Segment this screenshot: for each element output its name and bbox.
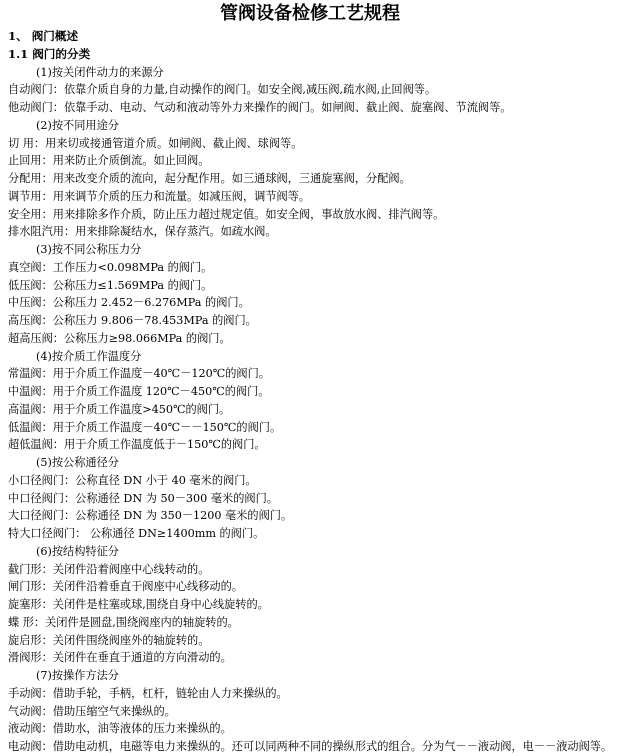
section-heading: 1.1 阀门的分类 bbox=[8, 46, 91, 61]
paragraph-line: 蝶 形：关闭件是圆盘,围绕阀座内的轴旋转的。 bbox=[8, 615, 239, 629]
paragraph-line: 他动阀门：依靠手动、电动、气动和液动等外力来操作的阀门。如闸阀、截止阀、旋塞阀、节流阀等。 bbox=[8, 101, 512, 114]
paragraph-line: 排水阻汽用：用来排除凝结水，保存蒸汽。如疏水阀。 bbox=[8, 225, 277, 239]
paragraph-line: 分配用：用来改变介质的流向，起分配作用。如三通球阀，三通旋塞阀，分配阀。 bbox=[8, 172, 411, 185]
paragraph-line: 切 用：用来切或接通管道介质。如闸阀、截止阀、球阀等。 bbox=[8, 136, 303, 150]
subsection-heading: (5)按公称通径分 bbox=[36, 456, 119, 469]
paragraph-line: 自动阀门：依靠介质自身的力量,自动操作的阀门。如安全阀,减压阀,疏水阀,止回阀等。 bbox=[8, 83, 437, 97]
paragraph-line: 液动阀：借助水，油等液体的压力来操纵的。 bbox=[8, 722, 232, 736]
paragraph-line: 高压阀：公称压力 9.806－78.453MPa 的阀门。 bbox=[8, 314, 257, 327]
subsection-heading: (2)按不同用途分 bbox=[36, 118, 119, 132]
paragraph-line: 气动阀：借助压缩空气来操纵的。 bbox=[8, 704, 176, 718]
paragraph-line: 真空阀：工作压力<0.098MPa 的阀门。 bbox=[8, 260, 213, 274]
paragraph-line: 旋塞形：关闭件是柱塞或球,围绕自身中心线旋转的。 bbox=[8, 598, 269, 611]
paragraph-line: 中口径阀门：公称通径 DN 为 50－300 毫米的阀门。 bbox=[8, 491, 278, 505]
page-title: 管阀设备检修工艺规程 bbox=[220, 3, 400, 24]
paragraph-line: 手动阀：借助手轮，手柄，杠杆，链轮由人力来操纵的。 bbox=[8, 686, 288, 700]
section-heading: 1、 阀门概述 bbox=[8, 29, 79, 43]
paragraph-line: 滑阀形：关闭件在垂直于通道的方向滑动的。 bbox=[8, 651, 232, 665]
paragraph-line: 小口径阀门：公称直径 DN 小于 40 毫米的阀门。 bbox=[8, 473, 257, 487]
paragraph-line: 大口径阀门：公称通径 DN 为 350－1200 毫米的阀门。 bbox=[8, 509, 293, 523]
subsection-heading: (1)按关闭件动力的来源分 bbox=[36, 65, 164, 79]
paragraph-line: 中温阀：用于介质工作温度 120℃－450℃的阀门。 bbox=[8, 385, 270, 398]
paragraph-line: 电动阀：借助电动机，电磁等电力来操纵的。还可以同两种不同的操纵形式的组合。分为气－－液动阀，电－－液动阀等。 bbox=[8, 740, 613, 753]
paragraph-line: 止回用：用来防止介质倒流。如止回阀。 bbox=[8, 154, 210, 168]
paragraph-line: 超高压阀：公称压力≥98.066MPa 的阀门。 bbox=[8, 331, 231, 345]
paragraph-line: 低压阀：公称压力≤1.569MPa 的阀门。 bbox=[8, 278, 213, 292]
paragraph-line: 调节用：用来调节介质的压力和流量。如减压阀，调节阀等。 bbox=[8, 189, 311, 203]
paragraph-line: 中压阀：公称压力 2.452－6.276MPa 的阀门。 bbox=[8, 296, 250, 310]
paragraph-line: 低温阀：用于介质工作温度－40℃－－150℃的阀门。 bbox=[8, 420, 282, 434]
document-body bbox=[8, 28, 618, 756]
paragraph-line: 安全用：用来排除多作介质，防止压力超过规定值。如安全阀，事故放水阀、排汽阀等。 bbox=[8, 207, 445, 221]
paragraph-line: 常温阀：用于介质工作温度－40℃－120℃的阀门。 bbox=[8, 367, 270, 381]
paragraph-line: 超低温阀：用于介质工作温度低于－150℃的阀门。 bbox=[8, 438, 266, 452]
paragraph-line: 旋启形：关闭件围绕阀座外的轴旋转的。 bbox=[8, 633, 210, 647]
paragraph-line: 截门形：关闭件沿着阀座中心线转动的。 bbox=[8, 562, 210, 576]
subsection-heading: (6)按结构特征分 bbox=[36, 544, 119, 558]
subsection-heading: (7)按操作方法分 bbox=[36, 669, 119, 682]
paragraph-line: 高温阀：用于介质工作温度>450℃的阀门。 bbox=[8, 402, 231, 416]
paragraph-line: 特大口径阀门： 公称通径 DN≥1400mm 的阀门。 bbox=[8, 527, 265, 540]
subsection-heading: (4)按介质工作温度分 bbox=[36, 349, 142, 363]
paragraph-line: 闸门形：关闭件沿着垂直于阀座中心线移动的。 bbox=[8, 580, 243, 594]
subsection-heading: (3)按不同公称压力分 bbox=[36, 243, 142, 256]
